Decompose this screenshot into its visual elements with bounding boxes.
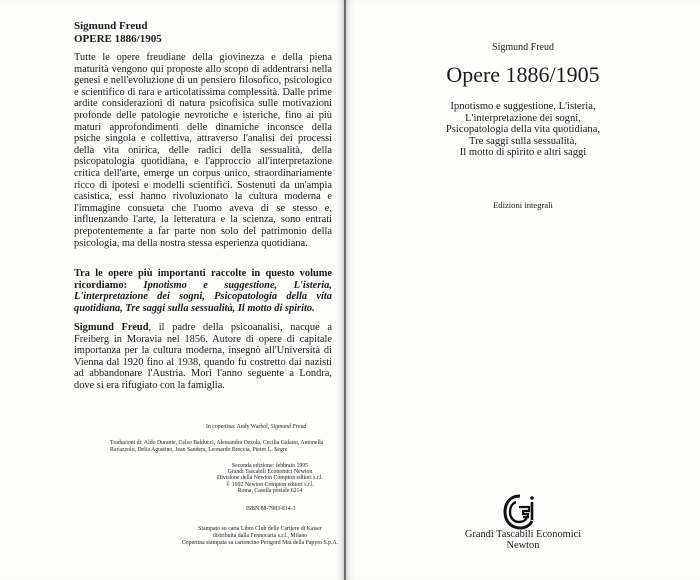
recommended-list: Ipnotismo e suggestione, L'isteria, L'interpretazione dei sogni, Psicopatologia della vita quotidiana, Tre saggi sulla sessualità, Il motto di spirito.	[74, 279, 332, 314]
isbn: ISBN 88-7983-814-3	[246, 506, 296, 512]
translators: Traduzioni di: Aldo Durante, Celso Balducci, Alessandra Ozzola, Cecilia Galassi, Antonella Ravazzolo, Delia Agostino, Jean Sanders, Leonardo Breccia, Pietro L. Segre	[110, 440, 324, 453]
cover-credit	[206, 424, 306, 431]
recommended-works	[74, 268, 332, 314]
cover-credit-prefix: In copertina: Andy Warhol,	[206, 424, 270, 430]
print-line: Copertina stampata su cartoncino Perigord Mat della Papyro S.p.A.	[181, 540, 339, 546]
bio-text: , il padre della psicoanalisi, nacque a Freiberg in Moravia nel 1856. Autore di opere di capitale importanza per la cultura moderna, insegnò all'Università di Vienna dal 1920 fino al 1938, quando fu costretto dai nazisti ad abbandonare l'Austria. Morì l'anno seguente a Londra, dove si era rifugiato con la famiglia.	[74, 322, 332, 391]
right-works-list	[346, 101, 700, 159]
edition-line: Divisione della Newton Compton editori s.r.l.	[217, 475, 323, 482]
left-title: OPERE 1886/1905	[74, 33, 162, 45]
right-author: Sigmund Freud	[492, 42, 554, 53]
print-line: Stampato su carta Libro Club delle Cartiere di Kaiser	[198, 526, 322, 532]
edition-note: Edizioni integrali	[493, 200, 553, 210]
description	[74, 52, 332, 249]
edition-line: Seconda edizione: febbraio 1995	[231, 463, 309, 469]
right-title: Opere 1886/1905	[446, 62, 600, 87]
bio-name: Sigmund Freud	[74, 322, 149, 333]
left-page-header	[74, 20, 162, 46]
work-line: Tre saggi sulla sessualità,	[469, 135, 577, 147]
edition-line: © 1992 Newton Compton editori s.r.l.	[225, 481, 315, 488]
work-line: Ipnotismo e suggestione, L'isteria,	[450, 101, 596, 112]
work-line: Il motto di spirito e altri saggi	[459, 147, 587, 159]
print-line: distribuita dalla Fennocarta s.r.l., Milano	[212, 533, 308, 539]
publisher-logo-icon	[502, 493, 538, 531]
publisher-name	[346, 529, 700, 551]
publisher-line: Newton	[506, 540, 540, 551]
cover-credit-work: Sigmund Freud	[270, 424, 307, 430]
left-page	[0, 0, 345, 580]
edition-info	[206, 463, 334, 494]
author-bio	[74, 322, 332, 392]
edition-line: Grandi Tascabili Economici Newton	[227, 469, 313, 476]
description-paragraph: Tutte le opere freudiane della giovinezza e della piena maturità vengono qui proposte allo scopo di addentrarsi nella genesi e nell'evoluzione di un pensiero filosofico, psicologico e scientifico di rara e articolatissima complessità. Dalle prime ardite considerazioni di natura psicofisica sulle motivazioni profonde delle patologie nevrotiche e isteriche, fino ai più maturi approfondimenti delle dinamiche inconsce della psiche singola e collettiva, attraverso l'analisi dei processi della vita onirica, delle radici della sessualità, della psicopatologia quotidiana, e l'approccio all'interpretazione critica dell'arte, emerge un corpus unico, straordinariamente ricco di ipotesi e modelli scientifici. Sostenuti da un'ampia casistica, essi hanno rivoluzionato la cultura moderna e l'immagine consueta che l'uomo aveva di se stesso e, influenzando l'arte, la letteratura e la scienza, sono entrati prepotentemente a far parte non solo del patrimonio della psicologia, ma della nostra stessa esperienza quotidiana.	[74, 52, 332, 249]
work-line: Psicopatologia della vita quotidiana,	[445, 124, 601, 136]
work-line: L'interpretazione dei sogni,	[465, 112, 581, 124]
edition-line: Roma, Casella postale 6214	[237, 487, 303, 494]
print-info	[180, 526, 340, 547]
recommended-intro: Tra le opere più importanti raccolte in questo volume ricordiamo:	[74, 268, 332, 291]
publisher-line: Grandi Tascabili Economici	[464, 529, 582, 540]
left-author: Sigmund Freud	[74, 20, 148, 32]
